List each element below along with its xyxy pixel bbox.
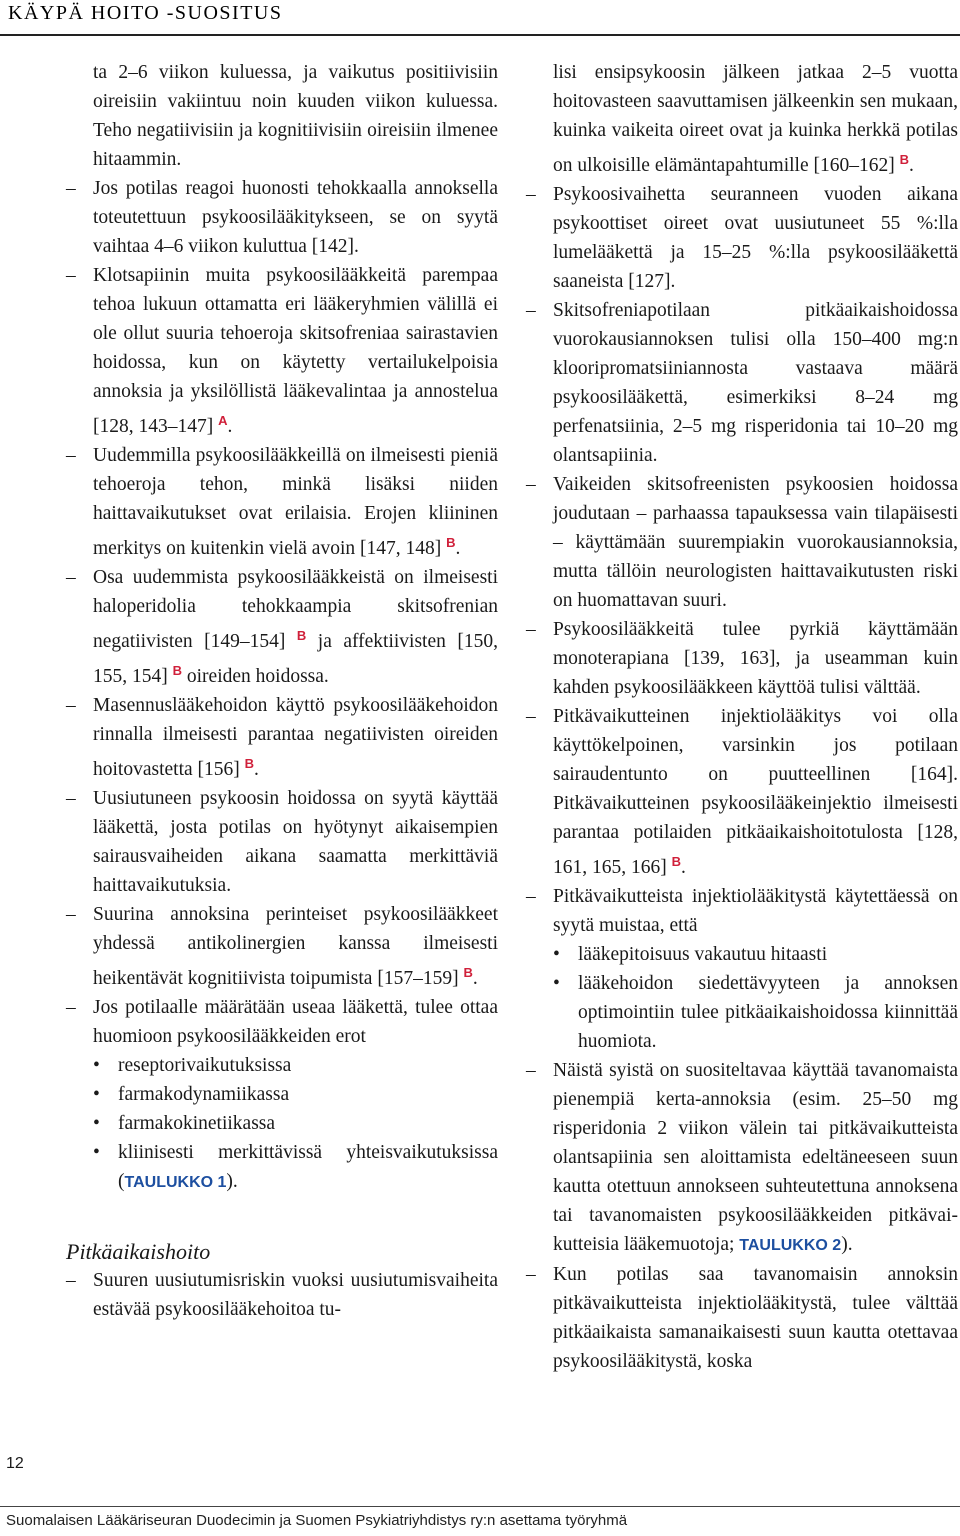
- bullet-item: [93, 1109, 498, 1138]
- paragraph: lisi ensipsykoosin jälkeen jatkaa 2–5 vuotta hoitovasteen saavuttamisen jälkeenkin sen mukaan, kuinka vaikeita oireet ovat ja kuinka herkkä potilas on ulkoisille elämäntapahtumille [160–162] $^B$.: [553, 62, 958, 176]
- text: Osa uudemmista psykoosilääkkeistä on ilmeisesti haloperidolia tehokkaampia skitsofrenian negatiivisten [149–154]: [93, 567, 498, 652]
- text: Pitkävaikutteista injektiolääkitystä käytettäessä on syytä muistaa, että: [553, 886, 958, 936]
- text: kliinisesti merkittävissä yhteisvaikutuksissa (: [118, 1142, 498, 1192]
- text: Näistä syistä on suositeltavaa käyttää tavanomaista pienempiä kerta-annoksia (esim. 25–50 mg risperidonia 2 viikon välein tai pitkävaikutteista olantsapiinia sen aloittamista edeltäneeseen suun kautta otettuun annokseen suhteutettuna annoksena tai tavanomaisten psykoosilääkkeiden pitkävaikutteisia lääkemuotoja;: [553, 1060, 958, 1255]
- evidence-grade: B: [172, 663, 183, 678]
- text: reseptorivaikutuksissa: [118, 1055, 292, 1076]
- left-column: [66, 58, 498, 1324]
- text: lisi ensipsykoosin jälkeen jatkaa 2–5 vuotta hoitovasteen saavuttamisen jälkeenkin sen mukaan, kuinka vaikeita oireet ovat ja kuinka herkkä potilas on ulkoisille elämäntapahtumille [160–162]: [553, 62, 958, 176]
- list-item: [93, 563, 498, 691]
- list-item: – Klotsapiinin muita psykoosilääkkeitä parempaa tehoa lukuun ottamatta eri lääkeryhmien välillä ei ole ollut suuria tehoeroja skitsofreniaa sairastavien hoidossa, kun on käytetty vertailukelpoisia annoksia ja yksilöllistä lääkevalintaa ja annostelua [128, 143–147] $^A$.: [93, 261, 498, 441]
- text: ja affektiivisten [150, 155, 154]: [93, 631, 498, 687]
- text: Masennuslääkehoidon käyttö psykoosilääkehoidon rinnalla ilmeisesti parantaa negatiivisten oireiden hoitovastetta [156]: [93, 695, 498, 780]
- list-item: [553, 180, 958, 296]
- text: oireiden hoidossa.: [186, 666, 329, 687]
- list-item: [553, 882, 958, 940]
- evidence-grade: B: [296, 628, 307, 643]
- evidence-grade: B: [446, 535, 456, 550]
- evidence-grade: B: [244, 756, 255, 771]
- list-item: [553, 1056, 958, 1260]
- list-item: [93, 174, 498, 261]
- list-item: [553, 296, 958, 470]
- right-column: [553, 58, 958, 1376]
- text: Klotsapiinin muita psykoosilääkkeitä parempaa tehoa lukuun ottamatta eri lääkeryhmien välillä ei ole ollut suuria tehoeroja skitsofreniaa sairastavien hoidossa, kun on käytetty vertailukelpoisia annoksia ja yksilöllistä lääkevalintaa ja annostelua [128, 143–147]: [93, 265, 498, 437]
- bullet-item: [553, 969, 958, 1056]
- text: Pitkävaikutteinen injektiolääkitys voi olla käyttökelpoinen, varsinkin jos potilaan sairaudentunto on puutteellinen [164]. Pitkävaikutteinen psykoosilääkeinjektio ilmeisesti parantaa potilaiden pitkäaikaishoitotulosta [128, 161, 165, 166]: [553, 706, 958, 878]
- list-item: – Suurina annoksina perinteiset psykoosilääkkeet yhdessä antikolinergien kanssa ilmeisesti heikentävät kognitiivista toipumista [157–159] $^B$.: [93, 900, 498, 993]
- text: lääkepitoisuus vakautuu hitaasti: [578, 944, 828, 965]
- list-item: [553, 615, 958, 702]
- list-item: [553, 1260, 958, 1376]
- list-item: [553, 470, 958, 615]
- text: Skitsofreniapotilaan pitkäaikaishoidossa vuorokausiannoksen tulisi olla 150–400 mg:n klooripromatsiiniannosta vastaava määrä psykoosilääkettä, esimerkiksi 8–24 mg perfenatsiinia, 2–5 mg risperidonia tai 10–20 mg olantsapiinia.: [553, 300, 958, 466]
- evidence-grade: B: [899, 152, 909, 167]
- list-item: [93, 993, 498, 1051]
- evidence-grade: B: [463, 965, 473, 980]
- text: Jos potilaalle määrätään useaa lääkettä, tulee ottaa huomioon psykoosilääkkeiden erot: [93, 997, 498, 1047]
- header-divider: [0, 34, 960, 36]
- text: Vaikeiden skitsofreenisten psykoosien hoidossa joudutaan – parhaassa tapauksessa vain tilapäisesti – käyttämään suurempiakin vuorokausiannoksia, mutta tällöin neurologisten haittavaikutusten riski on huomattavan suuri.: [553, 474, 958, 611]
- list-item: [93, 784, 498, 900]
- text: ).: [841, 1234, 853, 1255]
- bullet-item: [93, 1080, 498, 1109]
- paragraph: [93, 58, 498, 174]
- text: ).: [226, 1171, 238, 1192]
- text: farmakodynamiikassa: [118, 1084, 290, 1105]
- bullet-item: [93, 1138, 498, 1197]
- text: Uusiutuneen psykoosin hoidossa on syytä käyttää lääkettä, josta potilas on hyötynyt aikaisempien sairausvaiheiden aikana saamatta merkittäviä haittavaikutuksia.: [93, 788, 498, 896]
- bullet-item: [553, 940, 958, 969]
- text: Psykoosilääkkeitä tulee pyrkiä käyttämään monoterapiana [139, 163], ja useamman kuin kahden psykoosilääkkeen käyttöä tulisi välttää.: [553, 619, 958, 698]
- list-item: [93, 1266, 498, 1324]
- text: Jos potilas reagoi huonosti tehokkaalla annoksella toteutettuun psykoosilääkitykseen, se on syytä vaihtaa 4–6 viikon kuluttua [142].: [93, 178, 498, 257]
- text: Psykoosivaihetta seuranneen vuoden aikana psykoottiset oireet ovat uusiutuneet 55 %:lla lumelääkettä ja 15–25 %:lla psykoosilääkettä saaneista [127].: [553, 184, 958, 292]
- text: farmakokinetiikassa: [118, 1113, 276, 1134]
- page-number: 12: [6, 1455, 24, 1472]
- footer-credit: Suomalaisen Lääkäriseuran Duodecimin ja Suomen Psykiatriyhdistys ry:n asettama työryhmä: [6, 1512, 628, 1529]
- text: Uudemmilla psykoosilääkkeillä on ilmeisesti pieniä tehoeroja tehon, minkä lisäksi niiden haittavaikutukset ovat erilaisia. Erojen kliininen merkitys on kuitenkin vielä avoin [147, 148]: [93, 445, 498, 559]
- section-heading: Pitkäaikaishoito: [66, 1239, 211, 1264]
- footer-divider: [0, 1506, 960, 1507]
- evidence-grade: A: [218, 413, 228, 428]
- evidence-grade: B: [671, 854, 682, 869]
- list-item: – Pitkävaikutteinen injektiolääkitys voi olla käyttökelpoinen, varsinkin jos potilaan sairaudentunto on puutteellinen [164]. Pitkävaikutteinen psykoosilääkeinjektio ilmeisesti parantaa potilaiden pitkäaikaishoitotulosta [128, 161, 165, 166] $^B$.: [553, 702, 958, 882]
- table-reference-link[interactable]: TAULUKKO 1: [124, 1174, 227, 1191]
- text: lääkehoidon siedettävyyteen ja annoksen optimointiin tulee pitkäaikaishoidossa kiinnittää huomiota.: [578, 973, 958, 1052]
- bullet-item: [93, 1051, 498, 1080]
- list-item: – Uudemmilla psykoosilääkkeillä on ilmeisesti pieniä tehoeroja tehon, minkä lisäksi niiden haittavaikutukset ovat erilaisia. Erojen kliininen merkitys on kuitenkin vielä avoin [147, 148] $^B$.: [93, 441, 498, 563]
- text: Suurina annoksina perinteiset psykoosilääkkeet yhdessä antikolinergien kanssa ilmeisesti heikentävät kognitiivista toipumista [157–159]: [93, 904, 498, 989]
- text: ta 2–6 viikon kuluessa, ja vaikutus positiivisiin oireisiin vakiintuu noin kuuden viikon kuluessa. Teho negatiivisiin ja kognitiivisiin oireisiin ilmenee hitaammin.: [93, 62, 498, 170]
- text: Suuren uusiutumisriskin vuoksi uusiutumisvaiheita estävää psykoosilääkehoitoa tu-: [93, 1270, 498, 1320]
- text: Kun potilas saa tavanomaisin annoksin pitkävaikutteista injektiolääkitystä, tulee välttää pitkäaikaista samanaikaisesti suun kautta otettavaa psykoosilääkitystä, koska: [553, 1264, 958, 1372]
- table-reference-link[interactable]: TAULUKKO 2: [739, 1237, 842, 1254]
- list-item: – Masennuslääkehoidon käyttö psykoosilääkehoidon rinnalla ilmeisesti parantaa negatiivisten oireiden hoitovastetta [156] $^B$.: [93, 691, 498, 784]
- document-header: KÄYPÄ HOITO -SUOSITUS: [8, 2, 283, 24]
